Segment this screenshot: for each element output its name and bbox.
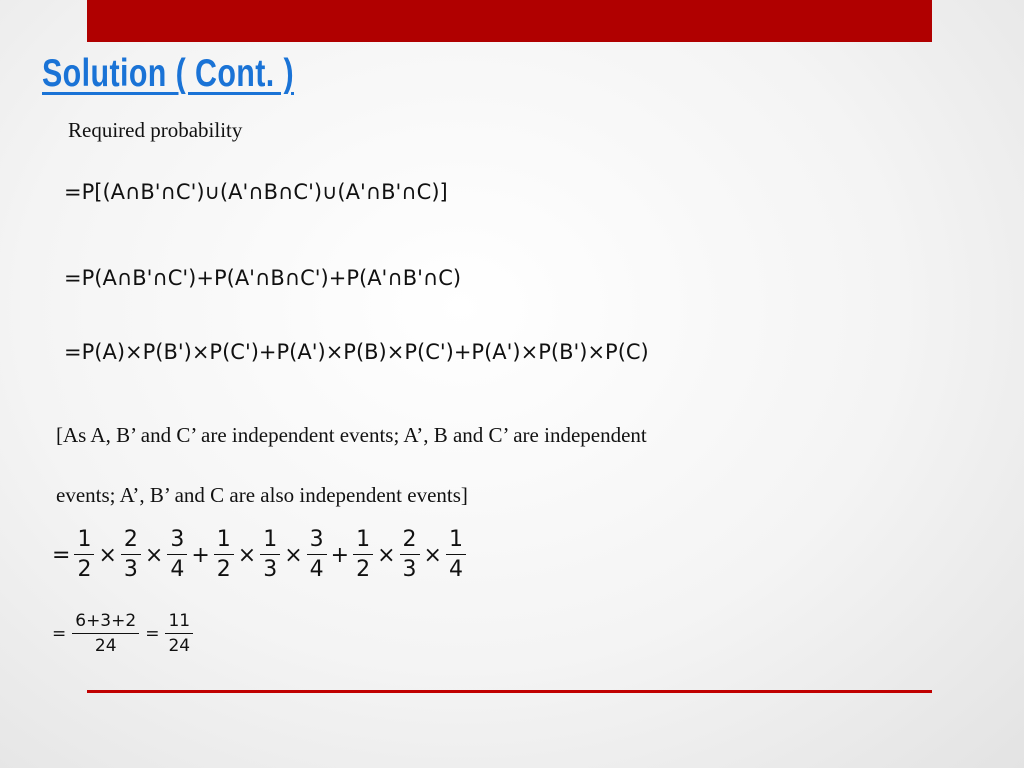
plus-sign: + — [191, 542, 210, 568]
equals-sign: = — [145, 623, 160, 644]
numerator: 1 — [260, 528, 280, 555]
fraction — [72, 612, 139, 655]
fraction — [121, 528, 141, 582]
denominator: 3 — [263, 557, 278, 583]
numerator: 1 — [446, 528, 466, 555]
times-sign: × — [377, 542, 396, 568]
equation-line-4 — [50, 528, 468, 582]
times-sign: × — [98, 542, 117, 568]
fraction — [400, 528, 420, 582]
times-sign: × — [237, 542, 257, 568]
numerator: 11 — [165, 612, 193, 634]
equation-line-3: =P(A)×P(B')×P(C')+P(A')×P(B)×P(C')+P(A')×P(B')×P(C) — [64, 340, 649, 364]
bottom-divider-line — [87, 690, 932, 693]
independence-note-line-2: events; A’, B’ and C are also independent events] — [56, 483, 468, 507]
denominator: 2 — [356, 557, 371, 583]
times-sign: × — [423, 542, 442, 568]
denominator: 4 — [448, 557, 463, 583]
equals-sign: = — [52, 623, 67, 644]
numerator: 3 — [167, 528, 187, 555]
fraction — [353, 528, 373, 582]
numerator: 1 — [74, 528, 94, 555]
numerator: 2 — [400, 528, 420, 555]
fraction — [74, 528, 94, 582]
numerator: 2 — [121, 528, 141, 555]
equation-line-1: =P[(A∩B'∩C')∪(A'∩B∩C')∪(A'∩B'∩C)] — [64, 180, 448, 204]
fraction — [307, 528, 327, 582]
denominator: 3 — [402, 557, 417, 583]
plus-sign: + — [330, 542, 350, 568]
slide-title: Solution ( Cont. ) — [42, 52, 295, 95]
numerator: 1 — [214, 528, 234, 555]
equals-sign: = — [52, 542, 71, 568]
fraction — [446, 528, 466, 582]
intro-text: Required probability — [68, 118, 243, 142]
denominator: 2 — [77, 557, 92, 583]
times-sign: × — [144, 542, 164, 568]
numerator: 3 — [307, 528, 327, 555]
denominator: 4 — [170, 557, 185, 583]
fraction — [214, 528, 234, 582]
fraction — [167, 528, 187, 582]
denominator: 3 — [123, 557, 138, 583]
equation-line-5 — [50, 612, 197, 655]
denominator: 2 — [216, 557, 231, 583]
fraction — [260, 528, 280, 582]
denominator: 24 — [168, 635, 191, 656]
fraction — [165, 612, 193, 655]
denominator: 24 — [94, 635, 117, 656]
numerator: 1 — [353, 528, 373, 555]
times-sign: × — [284, 542, 303, 568]
denominator: 4 — [309, 557, 324, 583]
numerator: 6+3+2 — [72, 612, 139, 634]
top-accent-bar — [87, 0, 932, 42]
independence-note-line-1: [As A, B’ and C’ are independent events; A’, B and C’ are independent — [56, 423, 647, 447]
equation-line-2: =P(A∩B'∩C')+P(A'∩B∩C')+P(A'∩B'∩C) — [64, 266, 462, 290]
